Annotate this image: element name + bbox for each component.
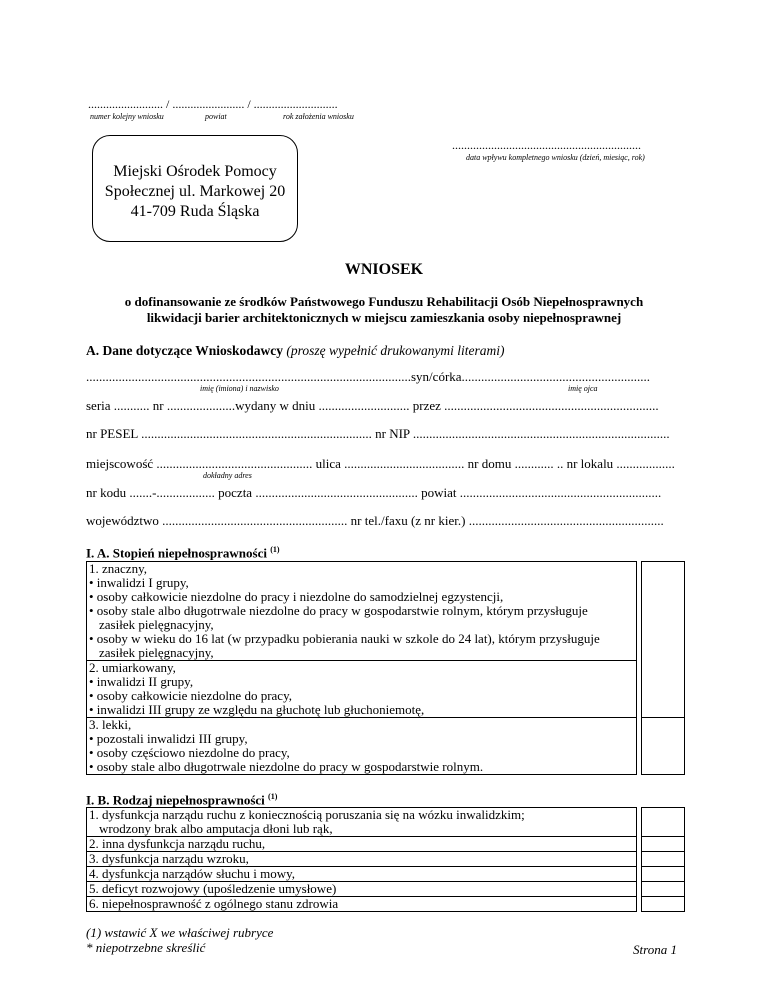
date-line[interactable]: ...............................................................	[452, 138, 641, 152]
degree-row: • osoby stale albo długotrwale niezdolne do pracy w gospodarstwie rolnym, którym przysługuje	[87, 604, 637, 618]
degree-row: zasiłek pielęgnacyjny,	[87, 618, 637, 632]
footnote-1: (1) wstawić X we właściwej rubryce	[86, 925, 274, 940]
subtitle-line-2: likwidacji barier architektonicznych w miejscu zamieszkania osoby niepełnosprawnej	[146, 310, 622, 325]
section-ib-title: I. B. Rodzaj niepełnosprawności	[86, 792, 265, 808]
subtitle-line-1: o dofinansowanie ze środków Państwowego Funduszu Rehabilitacji Osób Niepełnosprawnych	[124, 294, 644, 309]
type-row: 4. dysfunkcja narządów słuchu i mowy,	[87, 867, 637, 882]
address-line-1: Miejski Ośrodek Pomocy	[113, 163, 277, 180]
page-number: Strona 1	[633, 942, 677, 957]
type-checkbox-5[interactable]	[642, 882, 685, 897]
date-label: data wpływu kompletnego wniosku (dzień, miesiąc, rok)	[466, 153, 645, 162]
label-address: dokładny adres	[203, 471, 252, 480]
type-checkbox-3[interactable]	[642, 852, 685, 867]
field-id-document[interactable]: seria ........... nr .....................wydany w dniu ............................ przez ..................................................................	[86, 398, 659, 413]
section-ib-heading	[86, 792, 277, 808]
section-ia-sup: (1)	[270, 545, 280, 554]
degree-table	[86, 561, 685, 775]
address-line-3: 41-709 Ruda Śląska	[130, 203, 260, 220]
type-row: wrodzony brak albo amputacja dłoni lub rąk,	[87, 822, 637, 837]
type-table	[86, 807, 685, 912]
degree-checkbox-3[interactable]	[642, 718, 685, 775]
footnote-2: * niepotrzebne skreślić	[86, 940, 206, 955]
type-row: 3. dysfunkcja narządu wzroku,	[87, 852, 637, 867]
degree-row: • osoby całkowicie niezdolne do pracy,	[87, 689, 637, 703]
type-row: 6. niepełnosprawność z ogólnego stanu zdrowia	[87, 897, 637, 912]
address-line-2: Społecznej ul. Markowej 20	[104, 183, 286, 200]
degree-row: • osoby częściowo niezdolne do pracy,	[87, 746, 637, 760]
degree-row: • osoby stale albo długotrwale niezdolne do pracy w gospodarstwie rolnym.	[87, 760, 637, 775]
degree-row: 3. lekki,	[87, 718, 637, 733]
degree-row: • osoby w wieku do 16 lat (w przypadku pobierania nauki w szkole do 24 lat), którym przysługuje	[87, 632, 637, 646]
type-row: 5. deficyt rozwojowy (upośledzenie umysłowe)	[87, 882, 637, 897]
degree-checkbox-1[interactable]	[642, 562, 685, 661]
degree-row: 1. znaczny,	[87, 562, 637, 577]
degree-row: • inwalidzi III grupy ze względu na głuchotę lub głuchoniemotę,	[87, 703, 637, 718]
section-ia-title: I. A. Stopień niepełnosprawności	[86, 545, 267, 561]
document-subtitle	[0, 294, 768, 326]
type-checkbox-6[interactable]	[642, 897, 685, 912]
reg-label-county: powiat	[205, 112, 227, 121]
degree-row: zasiłek pielęgnacyjny,	[87, 646, 637, 661]
document-title: WNIOSEK	[344, 261, 424, 278]
label-name: imię (imiona) i nazwisko	[200, 384, 279, 393]
section-a-note: (proszę wypełnić drukowanymi literami)	[286, 343, 505, 358]
address-box	[92, 135, 298, 242]
reg-label-number: numer kolejny wniosku	[90, 112, 164, 121]
section-ib-sup: (1)	[268, 792, 278, 801]
type-checkbox-4[interactable]	[642, 867, 685, 882]
degree-checkbox-2[interactable]	[642, 661, 685, 718]
degree-row: • inwalidzi I grupy,	[87, 576, 637, 590]
degree-row: • pozostali inwalidzi III grupy,	[87, 732, 637, 746]
section-a-heading	[86, 343, 504, 359]
field-post[interactable]: nr kodu .......-.................. poczta .................................................. powiat ..............................................................	[86, 485, 662, 500]
type-checkbox-1[interactable]	[642, 808, 685, 837]
reg-label-year: rok założenia wniosku	[283, 112, 354, 121]
section-a-title: A. Dane dotyczące Wnioskodawcy	[86, 343, 283, 358]
type-checkbox-2[interactable]	[642, 837, 685, 852]
field-address[interactable]: miejscowość ................................................ ulica ..................................... nr domu ............ .. nr lokalu ..................	[86, 456, 675, 471]
field-name-father[interactable]: ....................................................................................................syn/córka..........................................................	[86, 369, 651, 384]
registration-line[interactable]: ......................... / ........................ / ............................	[88, 97, 338, 111]
degree-row: • osoby całkowicie niezdolne do pracy i niezdolne do samodzielnej egzystencji,	[87, 590, 637, 604]
field-voivodeship-phone[interactable]: województwo ......................................................... nr tel./faxu (z nr kier.) ............................................................	[86, 513, 664, 528]
field-pesel-nip[interactable]: nr PESEL ....................................................................... nr NIP ...............................................................................	[86, 426, 670, 441]
degree-row: • inwalidzi II grupy,	[87, 675, 637, 689]
label-father: imię ojca	[568, 384, 598, 393]
degree-row: 2. umiarkowany,	[87, 661, 637, 676]
section-ia-heading	[86, 545, 280, 561]
type-row: 2. inna dysfunkcja narządu ruchu,	[87, 837, 637, 852]
type-row: 1. dysfunkcja narządu ruchu z koniecznością poruszania się na wózku inwalidzkim;	[87, 808, 637, 823]
